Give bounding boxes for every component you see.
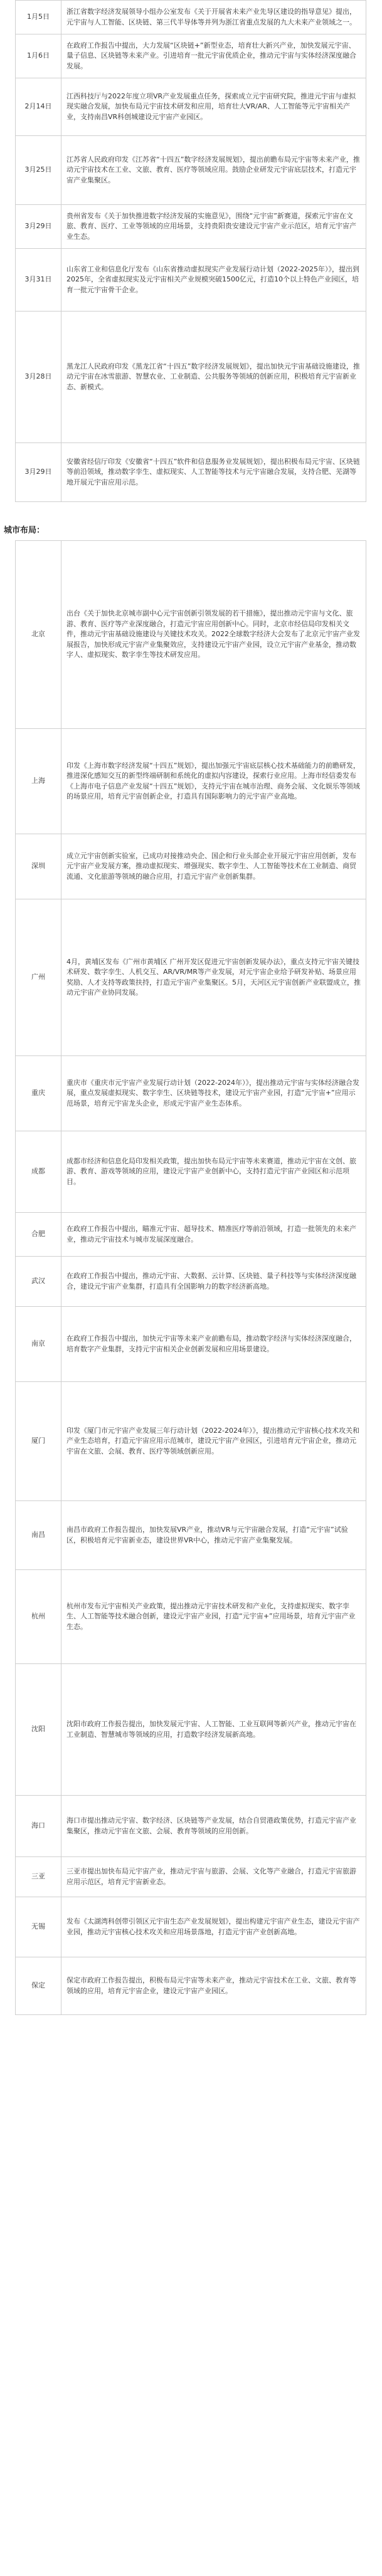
date-cell: 1月5日 [16,1,61,34]
table-row [16,1501,366,1570]
city-cell: 无锡 [16,1897,61,1957]
policy-text-cell: 杭州市发布元宇宙相关产业政策，提出推动元宇宙技术研发和产业化，支持虚拟现实、数字孪生、人工智能等技术融合创新，建设元宇宙产业园，打造“元宇宙+”应用场景，培育元宇宙产业生态。 [61,1570,366,1664]
table-row [16,899,366,1056]
policy-text-cell: 安徽省经信厅印发《安徽省“十四五”软件和信息服务业发展规划》，提出积极布局元宇宙、区块链等前沿领域，推动数字孪生、虚拟现实、人工智能等技术与元宇宙融合发展，支持合肥、芜湖等地开展元宇宙应用示范。 [61,443,366,502]
policy-text-cell: 保定市政府工作报告提出，积极布局元宇宙等未来产业，推动元宇宙技术在工业、文旅、教育等领域的应用，培育元宇宙企业，建设元宇宙产业园区。 [61,1957,366,2015]
policy-text-cell: 江苏省人民政府印发《江苏省“十四五”数字经济发展规划》，提出前瞻布局元宇宙等未来产业，推动元宇宙技术在工业、文旅、教育、医疗等领域应用。鼓励企业研发元宇宙底层技术，打造元宇宙产业集聚区。 [61,136,366,205]
table-row [16,1213,366,1257]
city-cell: 上海 [16,729,61,834]
city-cell: 南昌 [16,1501,61,1570]
table-row [16,1957,366,2015]
date-cell: 2月14日 [16,78,61,136]
city-policy-table [15,540,366,2015]
table-row [16,1382,366,1501]
table-row [16,1056,366,1131]
table-row [16,1307,366,1382]
date-cell: 1月6日 [16,34,61,78]
table-row [16,1131,366,1213]
policy-text-cell: 沈阳市政府工作报告提出，加快发展元宇宙、人工智能、工业互联网等新兴产业，推动元宇宙在工业制造、智慧城市等领域的应用，打造数字经济发展新高地。 [61,1664,366,1796]
table-row [16,1897,366,1957]
policy-text-cell: 贵州省发布《关于加快推进数字经济发展的实施意见》，围绕“元宇宙”新赛道，探索元宇宙在文旅、教育、医疗、工业等领域的应用场景，支持贵阳贵安建设元宇宙产业示范区，培育元宇宙产业生态。 [61,205,366,249]
table-row [16,443,366,502]
city-cell: 武汉 [16,1257,61,1307]
city-cell: 成都 [16,1131,61,1213]
city-cell: 重庆 [16,1056,61,1131]
policy-text-cell: 印发《厦门市元宇宙产业发展三年行动计划（2022-2024年）》，提出推动元宇宙核心技术攻关和产业生态培育，打造元宇宙应用示范城市，建设元宇宙产业园区，引进培育元宇宙企业，推动元宇宙在文旅、会展、教育、医疗等领域创新应用。 [61,1382,366,1501]
policy-text-cell: 印发《上海市数字经济发展“十四五”规划》，提出加强元宇宙底层核心技术基础能力的前瞻研发，推进深化感知交互的新型终端研制和系统化的虚拟内容建设，探索行业应用。上海市经信委发布《上海市电子信息产业发展“十四五”规划》，支持元宇宙在城市治理、商务会展、文化娱乐等领域的场景应用，培育元宇宙创新企业，打造具有国际影响力的元宇宙产业高地。 [61,729,366,834]
policy-text-cell: 浙江省数字经济发展领导小组办公室发布《关于开展省未来产业先导区建设的指导意见》提出，元宇宙与人工智能、区块链、第三代半导体等并列为浙江省重点发展的九大未来产业领域之一。 [61,1,366,34]
date-cell: 3月28日 [16,312,61,443]
city-cell: 杭州 [16,1570,61,1664]
policy-text-cell: 三亚市提出加快布局元宇宙产业，推动元宇宙与旅游、会展、文化等产业融合，打造元宇宙旅游应用示范区，培育元宇宙新业态。 [61,1857,366,1897]
policy-text-cell: 南昌市政府工作报告提出，加快发展VR产业，推动VR与元宇宙融合发展，打造“元宇宙”试验区，积极培育元宇宙新业态，建设世界VR中心，推动元宇宙产业集聚发展。 [61,1501,366,1570]
table-row [16,1796,366,1857]
table-row [16,78,366,136]
policy-text-cell: 成都市经济和信息化局印发相关政策，提出加快布局元宇宙等未来赛道，推动元宇宙在文创、旅游、教育、游戏等领域的应用，建设元宇宙产业创新中心，支持打造元宇宙产业园区和示范项目。 [61,1131,366,1213]
city-cell: 合肥 [16,1213,61,1257]
city-cell: 厦门 [16,1382,61,1501]
date-cell: 3月25日 [16,136,61,205]
city-cell: 广州 [16,899,61,1056]
policy-text-cell: 在政府工作报告中提出，推动元宇宙、大数据、云计算、区块链、量子科技等与实体经济深度融合，建设元宇宙产业集群，打造具有全国影响力的数字经济新高地。 [61,1257,366,1307]
table-row [16,1857,366,1897]
policy-text-cell: 重庆市《重庆市元宇宙产业发展行动计划（2022-2024年）》，提出推动元宇宙与实体经济融合发展，重点发展虚拟现实、数字孪生、区块链等技术，建设元宇宙产业园，打造“元宇宙+”应用示范场景，培育元宇宙龙头企业，形成元宇宙产业生态体系。 [61,1056,366,1131]
policy-text-cell: 在政府工作报告中提出，大力发展“区块链+”新型业态，培育壮大新兴产业，加快发展元宇宙、量子信息、区块链等未来产业。引进培育一批元宇宙优质企业，推动元宇宙与实体经济深度融合发展。 [61,34,366,78]
policy-text-cell: 黑龙江人民政府印发《黑龙江省“十四五”数字经济发展规划》，提出加快元宇宙基础设施建设，推动元宇宙在冰雪旅游、智慧农业、工业制造、公共服务等领域的创新应用，积极培育元宇宙新业态、新模式。 [61,312,366,443]
date-cell: 3月29日 [16,205,61,249]
date-cell: 3月31日 [16,249,61,312]
city-cell: 保定 [16,1957,61,2015]
section-title: 城市布局： [4,526,45,535]
table-row [16,729,366,834]
table-row [16,1257,366,1307]
policy-text-cell: 在政府工作报告中提出，瞄准元宇宙、超导技术、精准医疗等前沿领域，打造一批领先的未来产业，推动元宇宙技术与城市发展深度融合。 [61,1213,366,1257]
city-cell: 沈阳 [16,1664,61,1796]
table-row [16,541,366,729]
policy-text-cell: 成立元宇宙创新实验室，已成功对接推动央企、国企和行业头部企业开展元宇宙应用创新，发布元宇宙产业发展方案，推动虚拟现实、增强现实、数字孪生、人工智能等技术在工业制造、商贸流通、文化旅游等领域的融合应用，打造元宇宙产业创新集群。 [61,834,366,899]
policy-text-cell: 江西科技厅与2022年度立项VR产业发展重点任务，探索成立元宇宙研究院，推进元宇宙与虚拟现实融合发展，加快布局元宇宙技术研发和应用，培育壮大VR/AR、人工智能等元宇宙相关产业，支持南昌VR科创城建设元宇宙产业园区。 [61,78,366,136]
table-row [16,136,366,205]
table-row [16,249,366,312]
policy-text-cell: 山东省工业和信息化厅发布《山东省推动虚拟现实产业发展行动计划（2022-2025年）》，提出到2025年，全省虚拟现实及元宇宙相关产业规模突破1500亿元，打造10个以上特色产业园区，培育一批元宇宙骨干企业。 [61,249,366,312]
policy-text-cell: 出台《关于加快北京城市副中心元宇宙创新引领发展的若干措施》，提出推动元宇宙与文化、旅游、教育、医疗等产业深度融合，打造元宇宙应用创新中心。同时，北京市经信局印发相关文件，推动元宇宙基础设施建设与关键技术攻关。2022全球数字经济大会发布了北京元宇宙产业发展报告，加快形成元宇宙产业集聚效应，支持建设元宇宙产业园，设立元宇宙产业基金，推动数字人、虚拟现实、数字孪生等技术研发应用。 [61,541,366,729]
table-row [16,34,366,78]
city-cell: 三亚 [16,1857,61,1897]
date-cell: 3月29日 [16,443,61,502]
city-cell: 深圳 [16,834,61,899]
provincial-policy-table [15,0,366,502]
table-row [16,834,366,899]
policy-text-cell: 在政府工作报告中提出，加快元宇宙等未来产业前瞻布局，推动数字经济与实体经济深度融合，培育数字产业集群，支持元宇宙相关企业创新发展和应用场景建设。 [61,1307,366,1382]
table-row [16,1664,366,1796]
table-row [16,205,366,249]
city-cell: 海口 [16,1796,61,1857]
table-row [16,312,366,443]
policy-text-cell: 海口市提出推动元宇宙、数字经济、区块链等产业发展，结合自贸港政策优势，打造元宇宙产业集聚区，推动元宇宙在文旅、会展、教育等领域的应用创新。 [61,1796,366,1857]
city-cell: 南京 [16,1307,61,1382]
table-row [16,1,366,34]
policy-text-cell: 发布《太湖湾科创带引领区元宇宙生态产业发展规划》，提出构建元宇宙产业生态，建设元宇宙产业园，推动元宇宙核心技术攻关和应用场景落地，打造元宇宙产业创新高地。 [61,1897,366,1957]
city-cell: 北京 [16,541,61,729]
policy-text-cell: 4月，黄埔区发布《广州市黄埔区 广州开发区促进元宇宙创新发展办法》，重点支持元宇宙关键技术研发、数字孪生、人机交互、AR/VR/MR等产业发展，对元宇宙企业给予研发补贴、场景应用奖励、人才支持等政策扶持，打造元宇宙产业集聚区。5月，天河区元宇宙创新产业联盟成立，推动元宇宙产业协同发展。 [61,899,366,1056]
table-row [16,1570,366,1664]
